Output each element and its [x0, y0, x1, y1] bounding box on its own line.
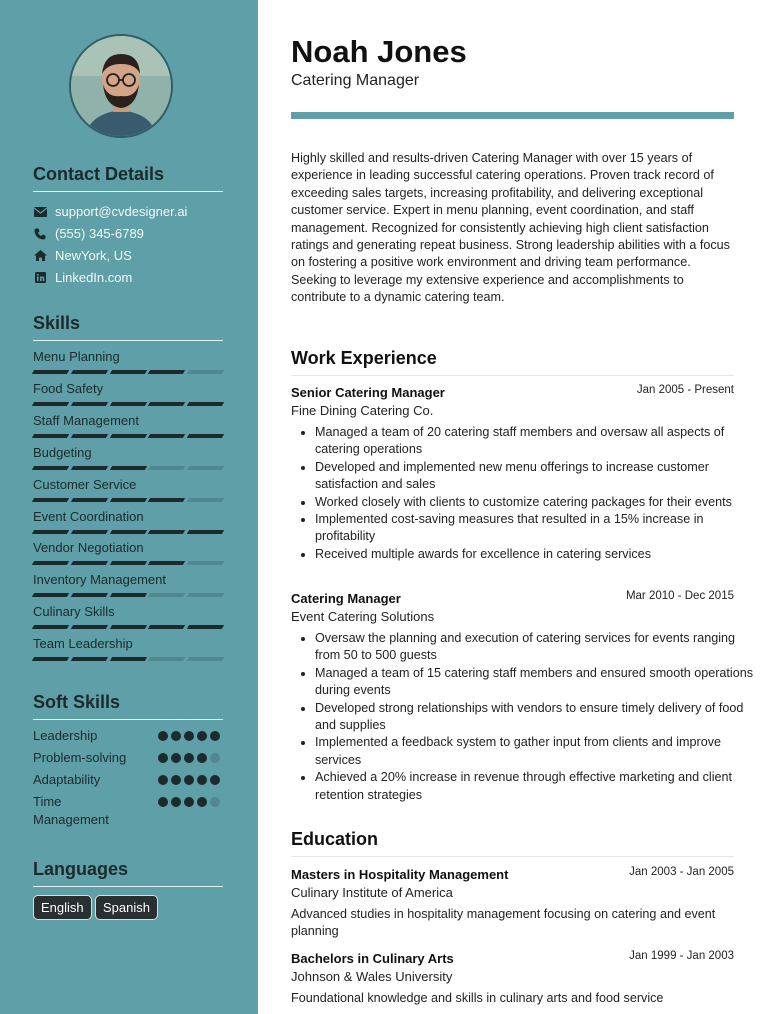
skill-level-segment — [32, 657, 69, 661]
skill-level-segment — [71, 561, 108, 565]
skill-level-segment — [187, 561, 224, 565]
rating-dot — [184, 797, 194, 807]
skill-name: Customer Service — [33, 476, 137, 492]
skill-level-segment — [109, 561, 146, 565]
skill-level-segment — [32, 402, 69, 406]
skill-level-segment — [187, 434, 224, 438]
contact-heading: Contact Details — [33, 164, 223, 192]
contact-phone[interactable] — [33, 226, 144, 241]
job-bullets — [291, 424, 760, 563]
skill-level-segment — [187, 625, 224, 629]
skill-level-segment — [109, 370, 146, 374]
avatar-illustration — [71, 36, 171, 136]
language-badge: Spanish — [95, 895, 158, 920]
skill-level-segment — [109, 593, 146, 597]
rating-dot — [171, 753, 181, 763]
skill-level-segment — [148, 530, 185, 534]
education-heading: Education — [291, 829, 734, 857]
soft-skill-name: Time Management — [33, 794, 109, 827]
skill-name: Budgeting — [33, 444, 92, 460]
job-bullet: • Developed and implemented new menu offerings to increase customer satisfaction and sales — [315, 459, 760, 494]
contact-phone-text: (555) 345-6789 — [55, 226, 144, 241]
skill-level-segment — [71, 625, 108, 629]
job-bullet: • Managed a team of 15 catering staff members and ensured smooth operations during events — [315, 665, 760, 700]
skill-level-segment — [148, 498, 185, 502]
degree-dates: Jan 2003 - Jan 2005 — [629, 866, 734, 878]
skill-level-segment — [148, 402, 185, 406]
job-bullet: • Achieved a 20% increase in revenue through effective marketing and client retention strategies — [315, 769, 760, 804]
skill-level-bar — [33, 402, 223, 406]
skill-level-segment — [32, 530, 69, 534]
job-title: Senior Catering Manager — [291, 385, 445, 400]
skill-level-segment — [71, 402, 108, 406]
soft-skill-rating — [158, 797, 220, 807]
degree-description: Advanced studies in hospitality management focusing on catering and event planning — [291, 907, 716, 939]
skill-level-segment — [32, 561, 69, 565]
job-title: Catering Manager — [291, 591, 401, 606]
skill-level-segment — [32, 625, 69, 629]
skill-level-segment — [71, 593, 108, 597]
rating-dot — [210, 753, 220, 763]
skill-level-bar — [33, 434, 223, 438]
rating-dot — [184, 731, 194, 741]
skill-level-segment — [148, 625, 185, 629]
skill-level-bar — [33, 370, 223, 374]
rating-dot — [197, 775, 207, 785]
skill-level-segment — [109, 657, 146, 661]
degree-title: Bachelors in Culinary Arts — [291, 951, 454, 966]
soft-skill-name: Problem-solving — [33, 750, 127, 765]
job-bullet: • Received multiple awards for excellence in catering services — [315, 546, 760, 563]
home-icon — [33, 250, 47, 261]
skill-name: Food Safety — [33, 380, 104, 396]
rating-dot — [210, 731, 220, 741]
rating-dot — [197, 797, 207, 807]
skill-name: Staff Management — [33, 412, 139, 428]
degree-dates: Jan 1999 - Jan 2003 — [629, 950, 734, 962]
profile-photo — [69, 34, 173, 138]
skill-level-segment — [187, 530, 224, 534]
language-badge: English — [33, 895, 92, 920]
skill-level-segment — [109, 625, 146, 629]
skill-level-segment — [109, 466, 146, 470]
contact-linkedin-text: LinkedIn.com — [55, 270, 133, 285]
skill-level-segment — [71, 530, 108, 534]
skill-level-segment — [32, 434, 69, 438]
degree-title: Masters in Hospitality Management — [291, 867, 509, 882]
soft-skill-rating — [158, 731, 220, 741]
skill-level-segment — [71, 498, 108, 502]
rating-dot — [197, 731, 207, 741]
skill-level-segment — [71, 466, 108, 470]
school-name: Johnson & Wales University — [291, 969, 453, 984]
skill-name: Team Leadership — [33, 636, 133, 652]
soft-skill-rating — [158, 775, 220, 785]
accent-divider — [291, 112, 734, 119]
candidate-name: Noah Jones — [291, 34, 467, 69]
skill-level-bar — [33, 625, 223, 629]
rating-dot — [184, 775, 194, 785]
job-bullets — [291, 630, 760, 804]
soft-skill-name: Adaptability — [33, 772, 101, 787]
rating-dot — [158, 797, 168, 807]
skill-level-segment — [148, 434, 185, 438]
soft-skill-rating — [158, 753, 220, 763]
skill-level-segment — [148, 593, 185, 597]
skill-level-segment — [32, 498, 69, 502]
skill-level-bar — [33, 593, 223, 597]
contact-email-text: support@cvdesigner.ai — [55, 204, 188, 219]
linkedin-icon — [33, 272, 47, 283]
skill-level-segment — [32, 593, 69, 597]
envelope-icon — [33, 207, 47, 217]
soft-skills-heading: Soft Skills — [33, 692, 223, 720]
skill-level-segment — [187, 402, 224, 406]
rating-dot — [158, 775, 168, 785]
summary-text: Highly skilled and results-driven Catering Manager with over 15 years of experience in leading successful catering operations. Proven track record of exceeding sales targets, increasing profitability, and delivering exceptional customer service. Expert in menu planning, event coordination, and staff management. Recognized for consistently achieving high client satisfaction ratings and generating repeat business. Strong leadership abilities with a focus on fostering a positive work environment and driving team performance. Seeking to leverage my extensive experience and accomplishments to contribute to a dynamic catering team. — [291, 151, 730, 305]
skill-level-segment — [187, 657, 224, 661]
skill-level-bar — [33, 530, 223, 534]
languages-heading: Languages — [33, 859, 223, 887]
skill-level-segment — [109, 530, 146, 534]
skill-name: Event Coordination — [33, 508, 144, 524]
skill-level-segment — [187, 498, 224, 502]
job-company: Event Catering Solutions — [291, 609, 435, 624]
school-name: Culinary Institute of America — [291, 885, 453, 900]
skill-level-segment — [32, 466, 69, 470]
skill-level-segment — [187, 370, 224, 374]
skill-name: Vendor Negotiation — [33, 540, 144, 556]
skill-level-segment — [148, 561, 185, 565]
skill-level-segment — [71, 657, 108, 661]
contact-location — [33, 248, 132, 263]
skill-level-segment — [109, 434, 146, 438]
job-bullet: • Worked closely with clients to customize catering packages for their events — [315, 494, 760, 511]
skill-level-bar — [33, 657, 223, 661]
job-bullet: • Managed a team of 20 catering staff members and oversaw all aspects of catering operations — [315, 424, 760, 459]
work-heading: Work Experience — [291, 348, 734, 376]
job-bullet: • Developed strong relationships with vendors to ensure timely delivery of food and supplies — [315, 700, 760, 735]
contact-linkedin[interactable] — [33, 270, 132, 285]
job-dates: Jan 2005 - Present — [636, 384, 734, 396]
rating-dot — [171, 731, 181, 741]
rating-dot — [210, 775, 220, 785]
skill-level-segment — [148, 657, 185, 661]
rating-dot — [171, 797, 181, 807]
skill-level-segment — [32, 370, 69, 374]
job-bullet: • Implemented cost-saving measures that resulted in a 15% increase in profitability — [315, 511, 760, 546]
skill-name: Culinary Skills — [33, 604, 115, 620]
job-bullet: • Implemented a feedback system to gather input from clients and improve services — [315, 734, 760, 769]
rating-dot — [158, 753, 168, 763]
skill-level-segment — [187, 593, 224, 597]
skill-name: Menu Planning — [33, 349, 120, 364]
skill-level-segment — [109, 402, 146, 406]
skill-level-bar — [33, 498, 223, 502]
skill-level-segment — [148, 370, 185, 374]
skill-level-segment — [71, 370, 108, 374]
job-bullet: • Oversaw the planning and execution of catering services for events ranging from 50 to 500 guests — [315, 630, 760, 665]
skill-level-segment — [109, 498, 146, 502]
skill-level-segment — [187, 466, 224, 470]
job-company: Fine Dining Catering Co. — [291, 403, 434, 418]
contact-location-text: NewYork, US — [55, 248, 132, 263]
degree-description: Foundational knowledge and skills in culinary arts and food service — [291, 991, 664, 1005]
skill-level-segment — [148, 466, 185, 470]
skill-level-bar — [33, 466, 223, 470]
skills-heading: Skills — [33, 313, 223, 341]
skill-name: Inventory Management — [33, 572, 166, 588]
candidate-title: Catering Manager — [291, 72, 420, 89]
rating-dot — [158, 731, 168, 741]
soft-skill-name: Leadership — [33, 728, 98, 743]
contact-email[interactable] — [33, 204, 187, 219]
phone-icon — [33, 228, 47, 240]
rating-dot — [197, 753, 207, 763]
skill-level-bar — [33, 561, 223, 565]
job-dates: Mar 2010 - Dec 2015 — [625, 590, 734, 602]
rating-dot — [171, 775, 181, 785]
skill-level-segment — [71, 434, 108, 438]
rating-dot — [184, 753, 194, 763]
rating-dot — [210, 797, 220, 807]
